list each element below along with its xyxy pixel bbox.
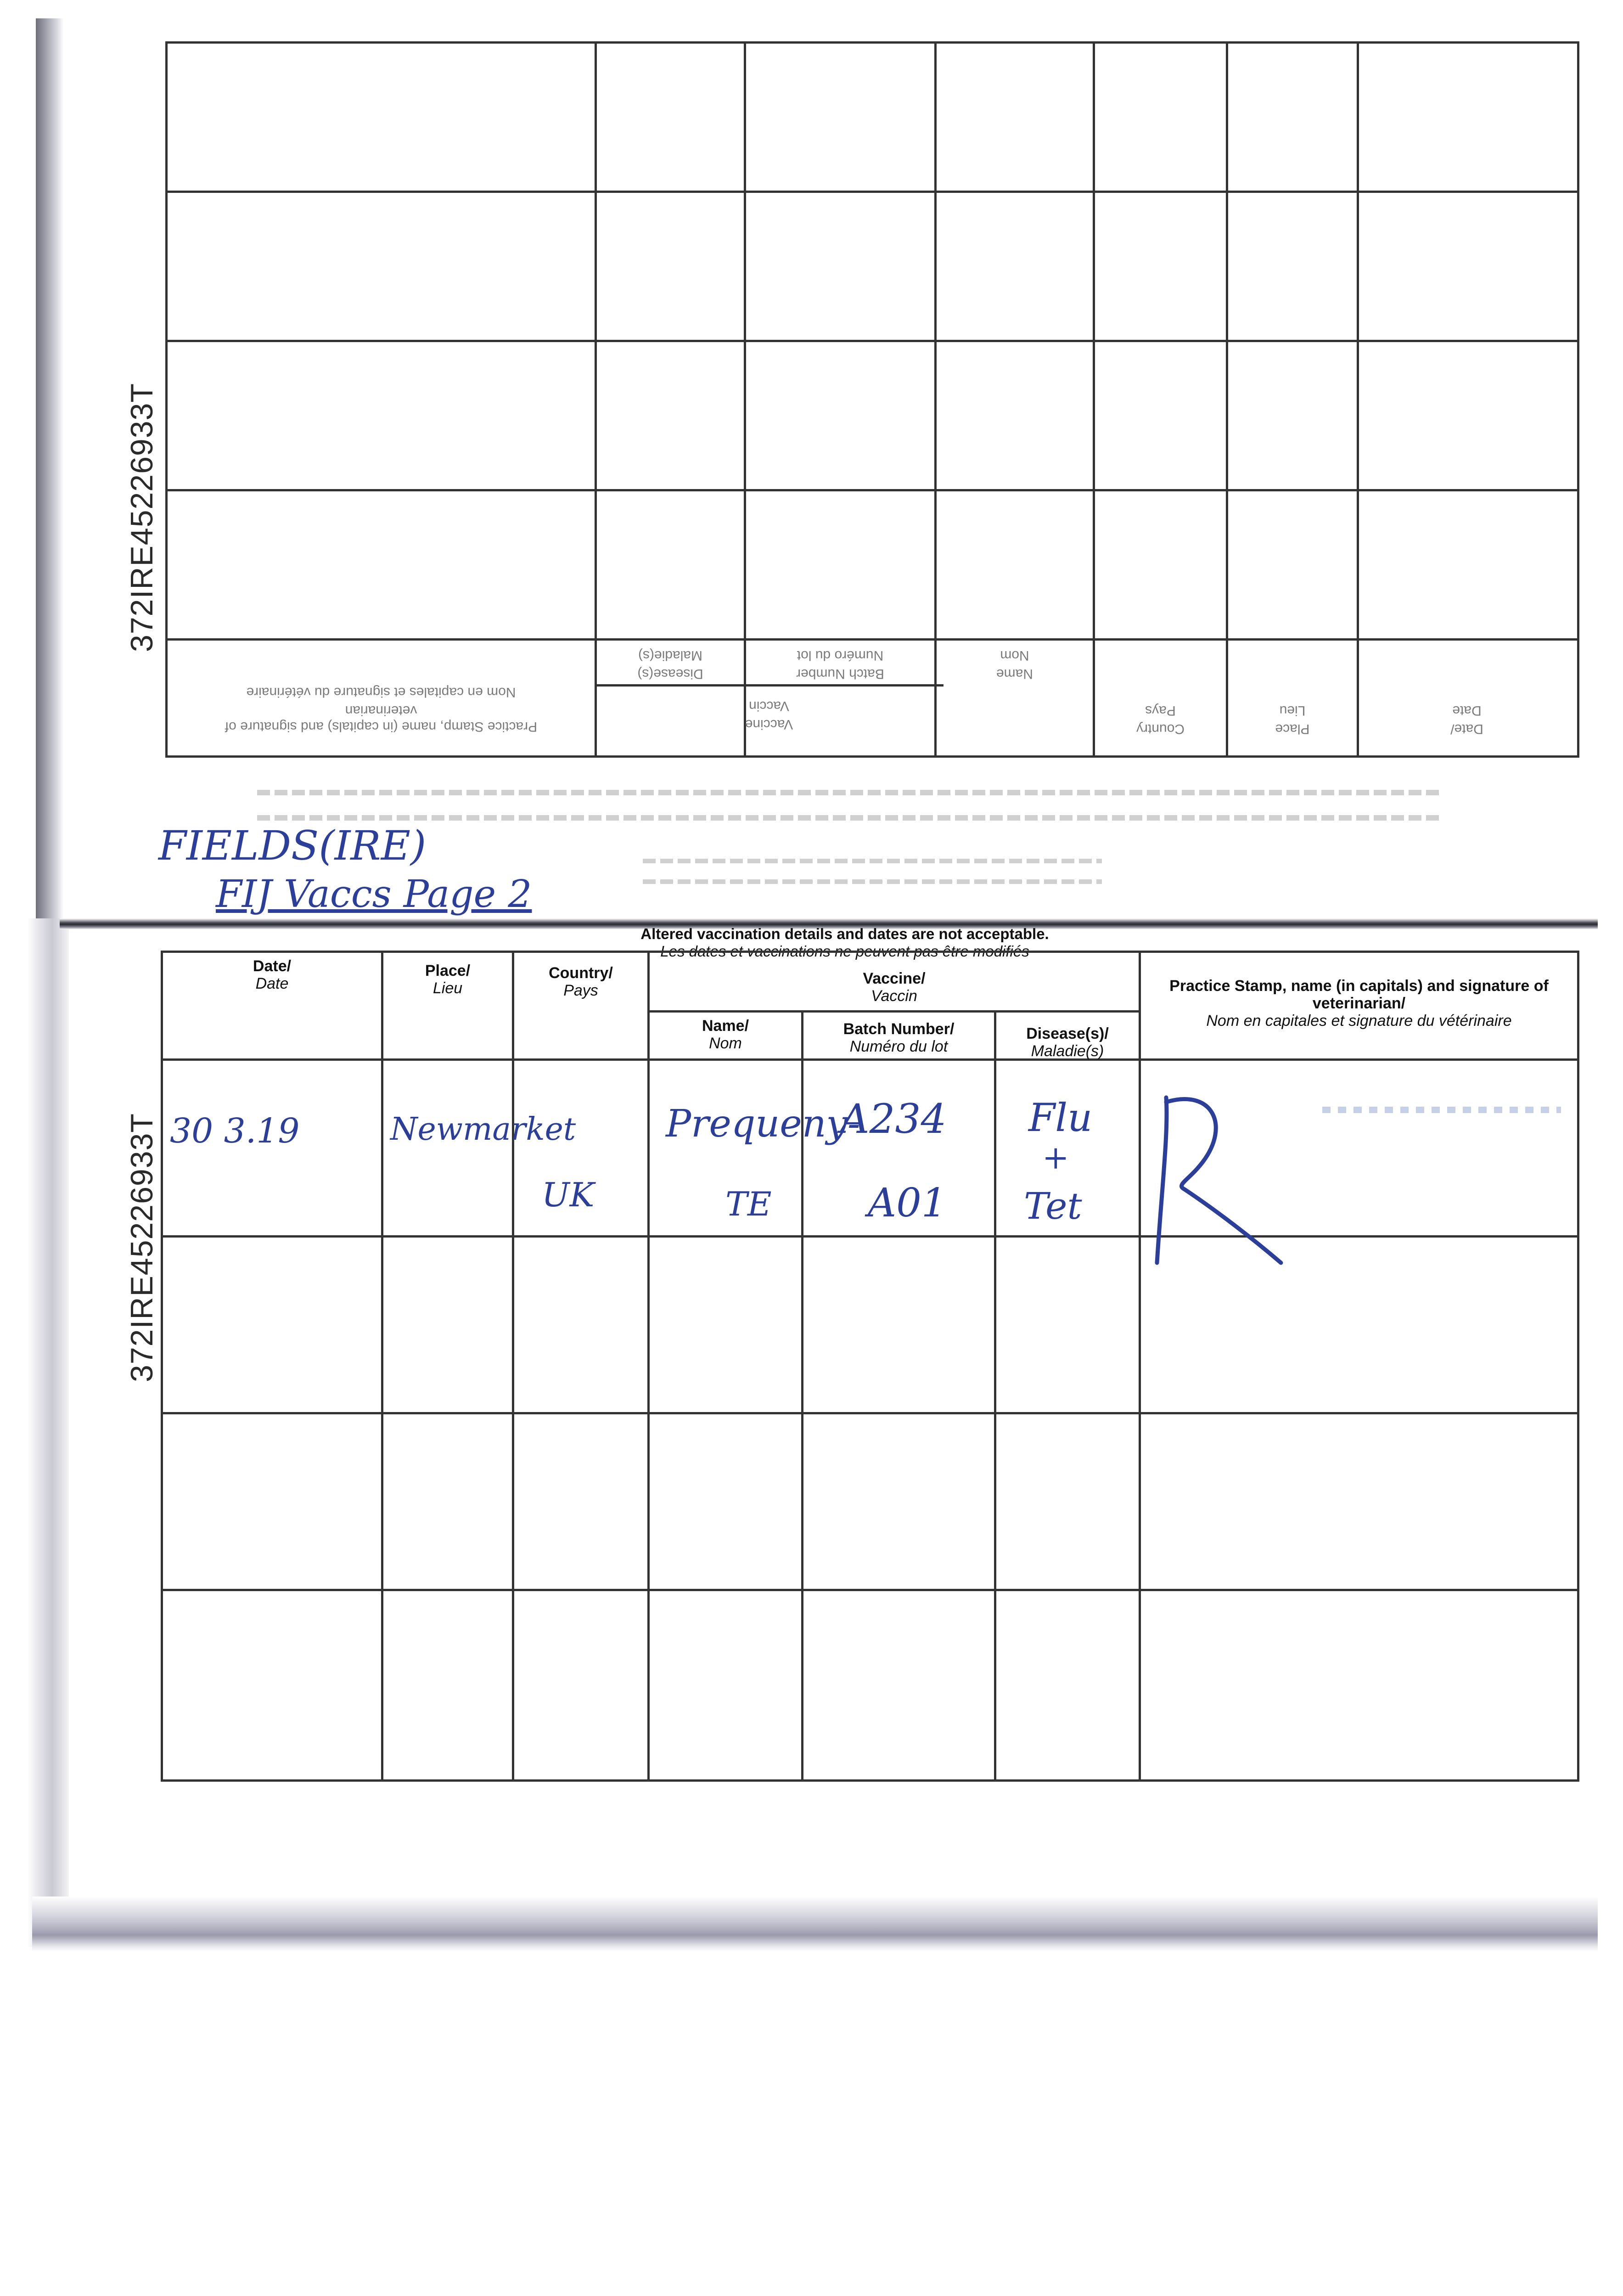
entry-place: Newmarket [390, 1111, 576, 1148]
bleed-through-line [257, 815, 1442, 821]
practice-stamp-header: Practice Stamp, name (in capitals) and signature of veterinarian/ Nom en capitales et signature du vétérinaire [1169, 977, 1549, 1030]
batch-number-header: Batch Number/ Numéro du lot [843, 1020, 955, 1055]
entry-disease-3: Tet [1024, 1185, 1082, 1227]
top-stamp-header-2: veterinarian [345, 703, 417, 718]
entry-batch-1: A234 [840, 1095, 947, 1142]
top-stamp-header-3: Nom en capitales et signature du vétérinaire [246, 685, 516, 700]
top-vaccine-header-fr: Vaccin [749, 698, 789, 714]
vaccination-table [161, 951, 1579, 1782]
reference-code-bottom: 372IRE45226933T [124, 1113, 159, 1382]
top-batch-header: Batch Number [796, 666, 884, 681]
disease-header: Disease(s)/ Maladie(s) [1026, 1025, 1109, 1060]
entry-date: 30 3.19 [170, 1111, 300, 1151]
bleed-through-line [643, 879, 1102, 884]
top-country-header: Country [1136, 721, 1185, 737]
scan-shadow-bottom [32, 1896, 1598, 1952]
reference-code-top: 372IRE45226933T [124, 383, 159, 652]
entry-disease-2: + [1042, 1139, 1069, 1176]
entry-batch-2: A01 [868, 1180, 947, 1226]
vaccine-subheader-rule [647, 1010, 1139, 1013]
entry-disease-1: Flu [1028, 1095, 1093, 1140]
bleed-through-line [257, 790, 1442, 795]
bleed-through-line [643, 859, 1102, 863]
top-disease-header-fr: Maladie(s) [638, 648, 703, 663]
top-name-header-fr: Nom [1000, 648, 1029, 663]
top-place-header-fr: Lieu [1279, 703, 1306, 718]
top-stamp-header-1: Practice Stamp, name (in capitals) and signature of [225, 719, 538, 734]
scan-shadow-left-lower [28, 918, 69, 1947]
top-date-header-fr: Date [1452, 703, 1482, 718]
date-header: Date/ Date [253, 957, 292, 992]
upside-down-page [165, 41, 1579, 758]
top-date-header: Date/ [1450, 721, 1483, 737]
faint-stamp-residue [1322, 1107, 1561, 1113]
vaccine-name-header: Name/ Nom [702, 1017, 749, 1052]
vaccine-header: Vaccine/ Vaccin [863, 970, 926, 1005]
veterinarian-signature [1148, 1070, 1295, 1277]
entry-vaccine-name-1: Prequeny- [666, 1102, 860, 1146]
top-name-header: Name [996, 666, 1033, 681]
place-header: Place/ Lieu [425, 962, 471, 997]
top-vaccine-header: Vaccine [745, 717, 793, 732]
notice-french: Les dates et vaccinations ne peuvent pas être modifiés [660, 943, 1029, 960]
country-header: Country/ Pays [549, 964, 613, 999]
notice-english: Altered vaccination details and dates are not acceptable. [640, 925, 1049, 942]
handwritten-page-note: FIJ Vaccs Page 2 [216, 872, 532, 916]
top-disease-header: Disease(s) [637, 666, 703, 681]
top-batch-header-fr: Numéro du lot [797, 648, 884, 663]
handwritten-horse-name: FIELDS(IRE) [158, 822, 427, 869]
entry-country: UK [542, 1176, 595, 1214]
top-place-header: Place [1275, 721, 1310, 737]
entry-vaccine-name-2: TE [725, 1185, 772, 1223]
top-country-header-fr: Pays [1145, 703, 1176, 718]
